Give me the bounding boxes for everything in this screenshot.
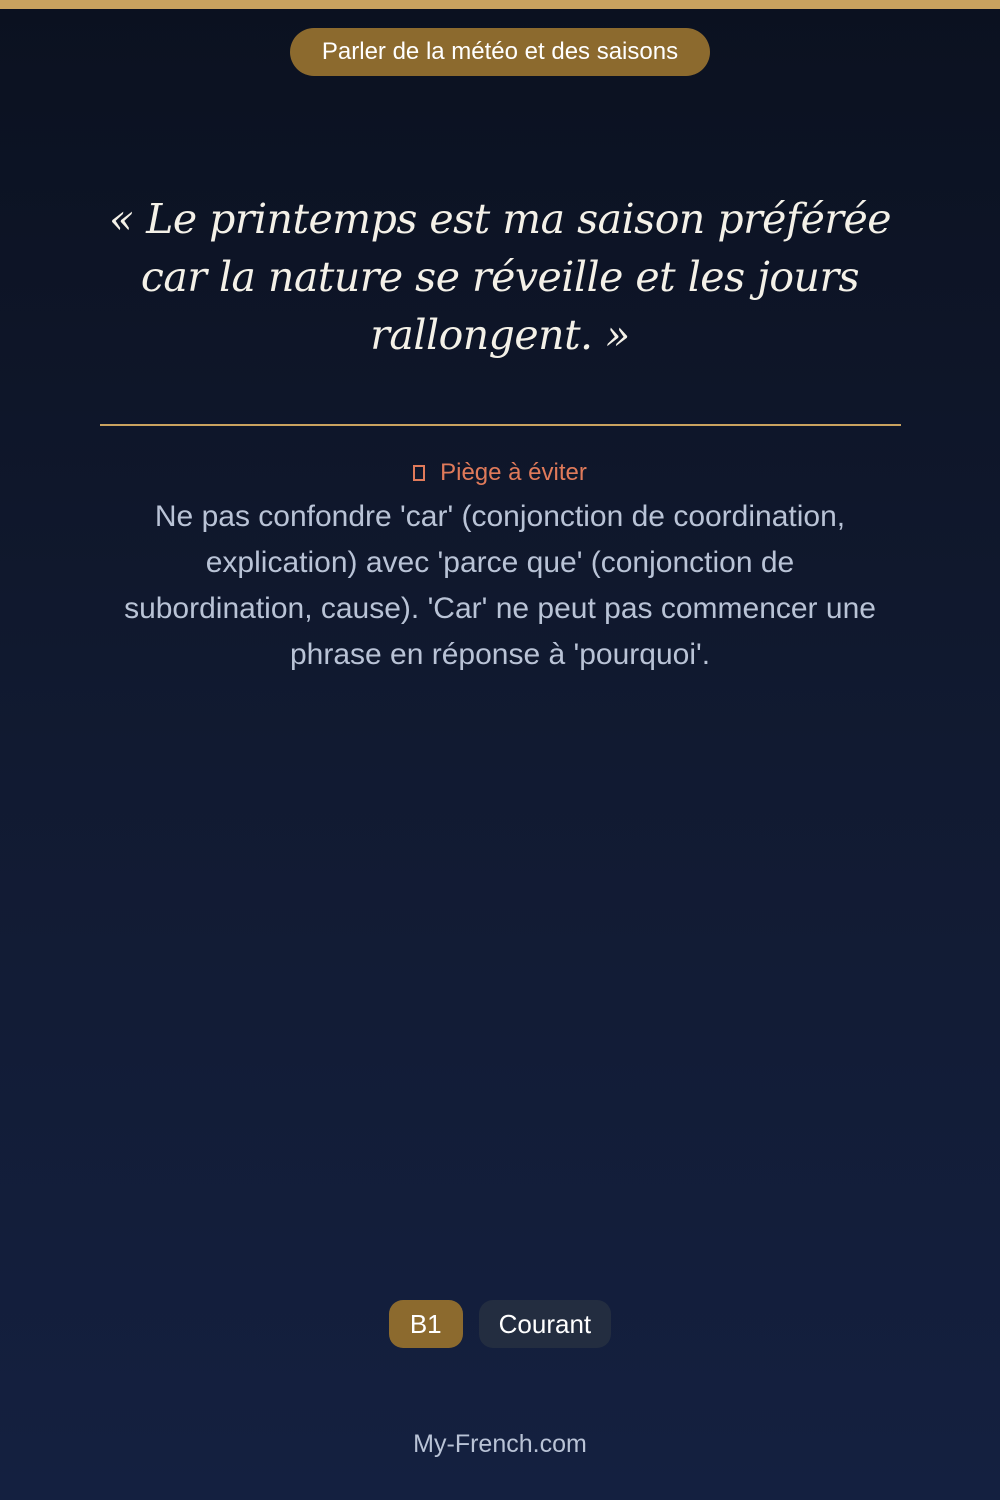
divider	[100, 424, 901, 426]
site-footer: My-French.com	[413, 1430, 587, 1458]
warning-text: Ne pas confondre 'car' (conjonction de coordination, explication) avec 'parce que' (conjonction de subordination, cause). 'Car' ne peut pas commencer une phrase en réponse à 'pourquoi'.	[124, 500, 876, 671]
topic-badge: Parler de la météo et des saisons	[290, 28, 710, 76]
level-badge: B1	[389, 1300, 463, 1348]
warning-icon	[413, 465, 425, 481]
tag-list	[0, 1300, 1000, 1348]
top-accent-bar	[0, 0, 1000, 9]
example-quote: « Le printemps est ma saison préférée car la nature se réveille et les jours rallongent. »	[108, 195, 892, 359]
register-badge: Courant	[479, 1300, 612, 1348]
warning-heading	[0, 458, 1000, 488]
warning-title: Piège à éviter	[440, 459, 587, 486]
